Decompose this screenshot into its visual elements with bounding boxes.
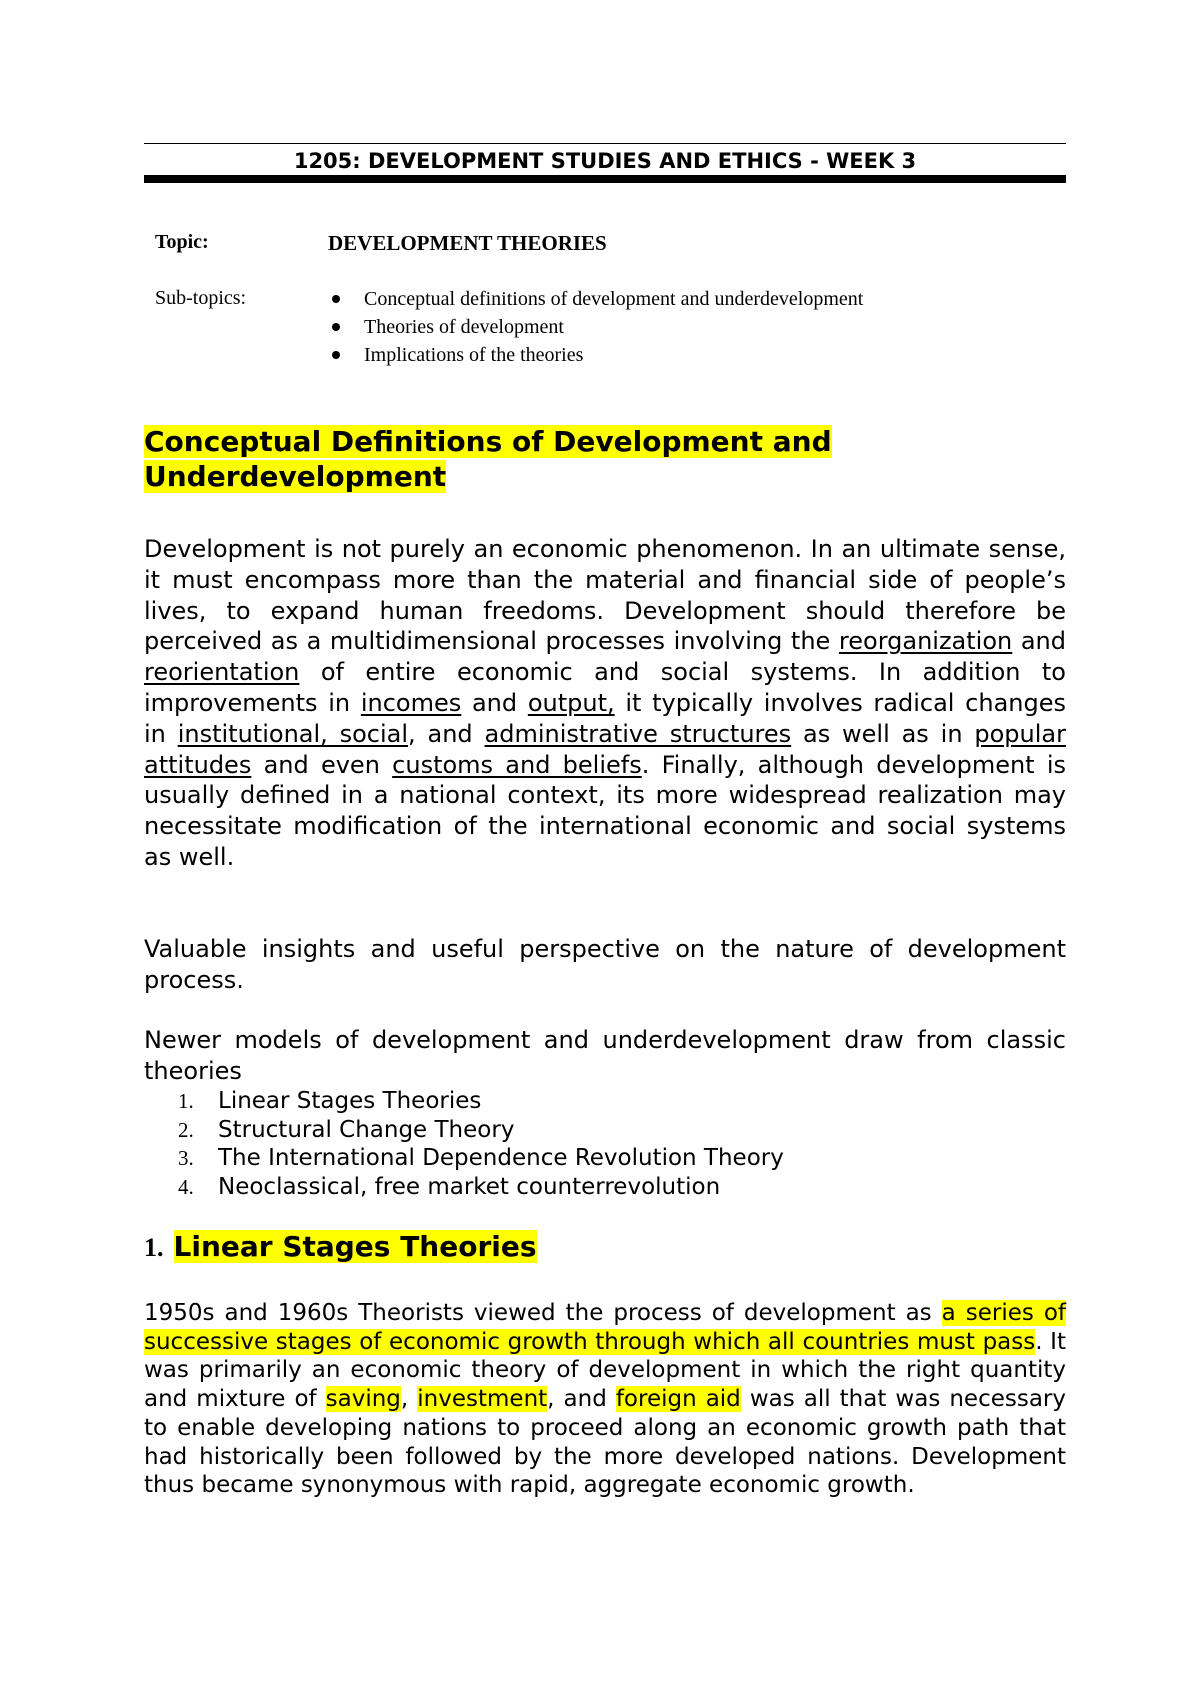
paragraph-linear-stages: 1950s and 1960s Theorists viewed the process of development as a series of successive stages of economic growth through which all countries must pass. It was primarily an economic theory of development in which the right quantity and mixture of saving, investment, and foreign aid was all that was necessary to enable developing nations to proceed along an economic growth path that had historically been followed by the more developed nations. Development thus became synonymous with rapid, aggregate economic growth. xyxy=(144,1300,1067,1499)
list-item: 3. The International Dependence Revolution Theory xyxy=(178,1145,784,1171)
subtopics-label: Sub-topics: xyxy=(155,287,247,309)
list-item: Theories of development xyxy=(328,313,863,341)
section-heading-linear-stages: 1. Linear Stages Theories xyxy=(144,1230,537,1263)
topic-label: Topic: xyxy=(155,231,209,253)
list-item: 4. Neoclassical, free market counterrevolution xyxy=(178,1173,721,1200)
document-title: 1205: DEVELOPMENT STUDIES AND ETHICS - WEEK 3 xyxy=(293,149,917,173)
bullet-icon xyxy=(332,323,340,331)
list-item: 2. Structural Change Theory xyxy=(178,1116,515,1143)
paragraph-development-definition: Development is not purely an economic phenomenon. In an ultimate sense, it must encompass more than the material and financial side of people’s lives, to expand human freedoms. Development should therefore be perceived as a multidimensional processes involving the reorganization and reorientation of entire economic and social systems. In addition to improvements in incomes and output, it typically involves radical changes in institutional, social, and administrative structures as well as in popular attitudes and even customs and beliefs. Finally, although development is usually defined in a national context, its more widespread realization may necessitate modification of the international economic and social systems as well. xyxy=(144,535,1066,871)
section-heading-conceptual: Conceptual Definitions of Development and Underdevelopment xyxy=(144,425,832,493)
list-item: 1. Linear Stages Theories xyxy=(178,1088,482,1114)
subtopics-list xyxy=(328,285,863,369)
header-thick-rule xyxy=(144,175,1066,183)
list-item: Implications of the theories xyxy=(328,341,863,369)
topic-value: DEVELOPMENT THEORIES xyxy=(328,231,607,255)
bullet-icon xyxy=(332,351,340,359)
theories-list xyxy=(178,1087,784,1201)
header-top-rule xyxy=(144,143,1066,144)
paragraph-insights: Valuable insights and useful perspective on the nature of development process. xyxy=(144,935,1066,994)
bullet-icon xyxy=(332,295,340,303)
paragraph-newer-models: Newer models of development and underdevelopment draw from classic theories xyxy=(144,1026,1066,1085)
list-item: Conceptual definitions of development and underdevelopment xyxy=(328,285,863,313)
